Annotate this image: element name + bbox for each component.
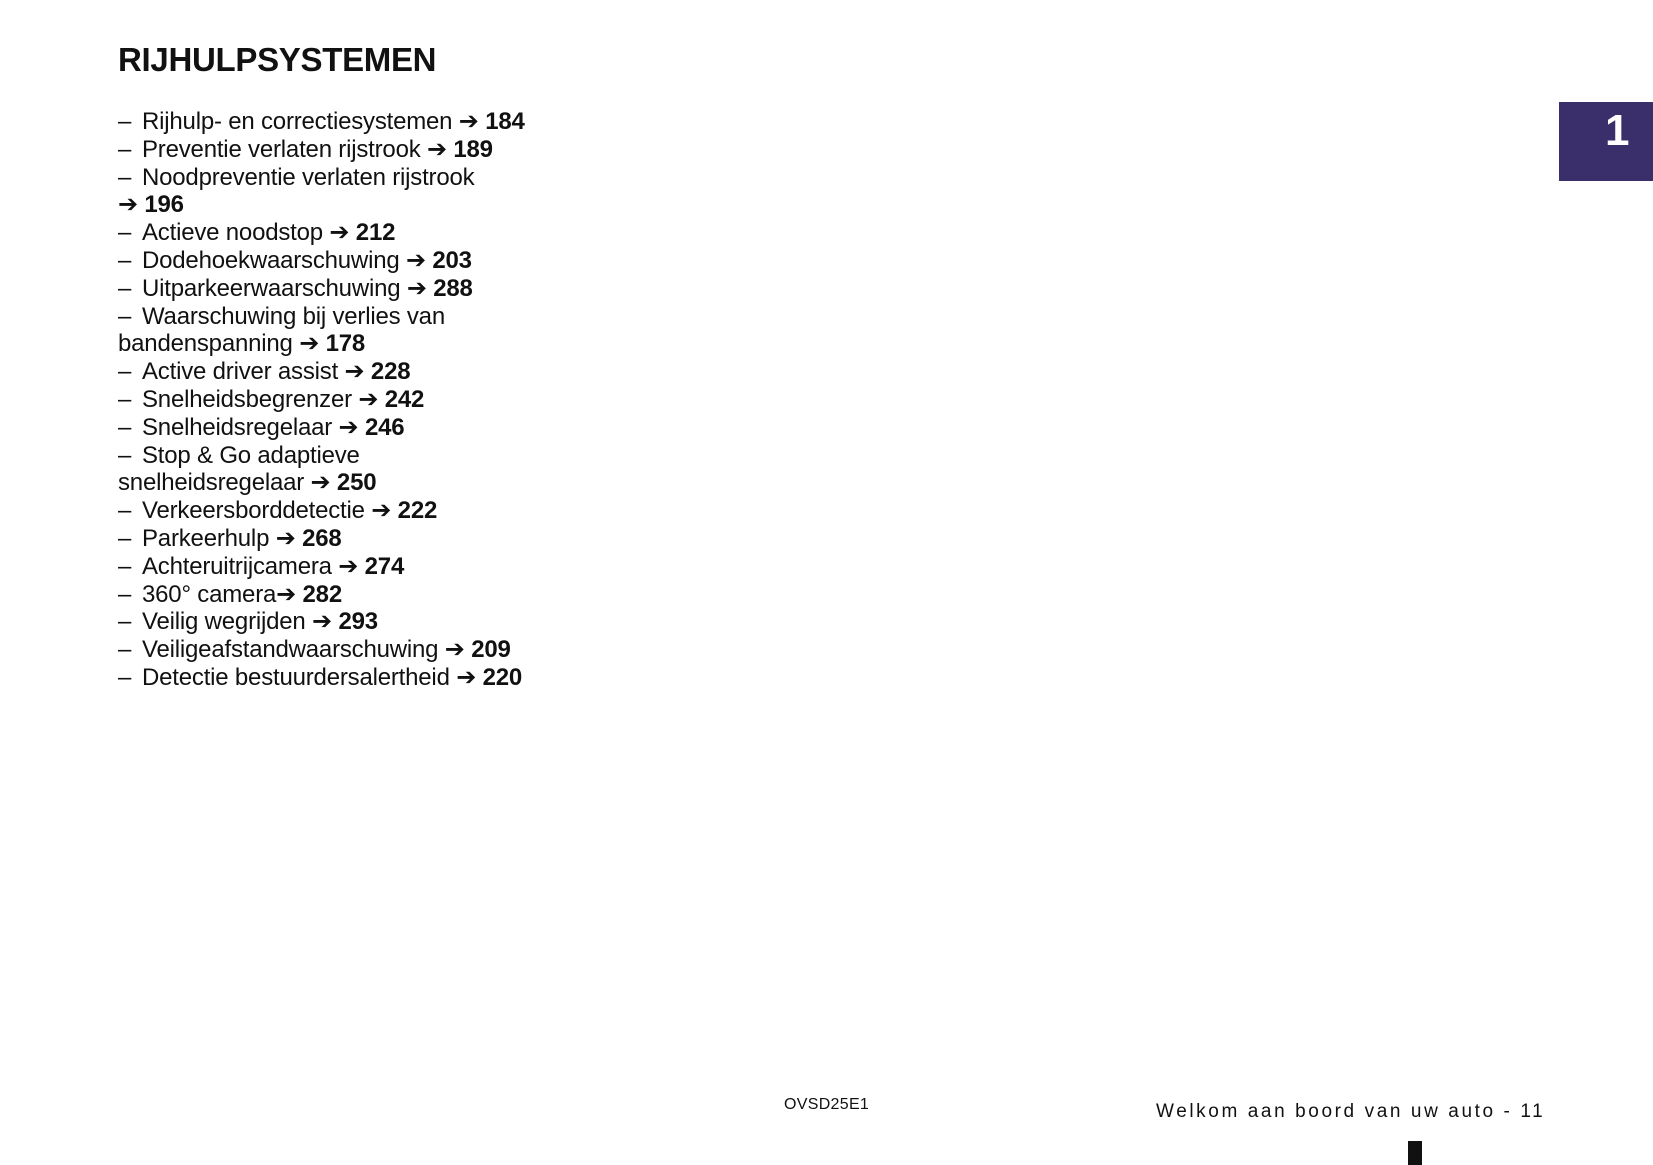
page-reference[interactable]: 293 — [338, 608, 378, 636]
arrow-right-icon: ➔ — [456, 663, 477, 691]
list-dash: – — [118, 580, 132, 608]
page-reference[interactable]: 203 — [432, 246, 472, 274]
list-dash: – — [118, 663, 132, 691]
page-reference[interactable]: 212 — [355, 219, 396, 247]
page-reference[interactable]: 274 — [364, 552, 405, 580]
item-label: Verkeersborddetectie — [142, 497, 372, 525]
page-reference[interactable]: 220 — [482, 663, 523, 691]
arrow-right-icon: ➔ — [275, 524, 296, 552]
chapter-number: 1 — [1605, 106, 1630, 155]
page-reference[interactable]: 250 — [336, 469, 377, 497]
document-code: OVSD25E1 — [784, 1096, 870, 1113]
item-label: Veilig wegrijden — [142, 608, 313, 636]
list-item — [118, 358, 525, 386]
page-reference[interactable]: 222 — [397, 497, 438, 525]
chapter-tab — [1559, 102, 1653, 181]
list-dash: – — [118, 163, 132, 191]
cross-reference-list — [118, 108, 525, 692]
list-dash: – — [118, 524, 132, 552]
page-reference[interactable]: 288 — [433, 274, 473, 302]
item-label: Active driver assist — [142, 358, 345, 386]
list-item — [118, 164, 525, 192]
item-label: Parkeerhulp — [142, 524, 276, 552]
list-item — [118, 497, 525, 525]
list-dash: – — [118, 302, 132, 330]
page-reference[interactable]: 268 — [302, 524, 342, 552]
arrow-right-icon: ➔ — [299, 330, 320, 358]
list-dash: – — [118, 219, 132, 247]
arrow-right-icon: ➔ — [371, 497, 392, 525]
item-label: Waarschuwing bij verlies van — [142, 302, 445, 330]
item-label: Veiligeafstandwaarschuwing — [142, 636, 445, 664]
list-item — [118, 414, 525, 442]
list-item — [118, 608, 525, 636]
item-label: snelheidsregelaar — [118, 469, 311, 497]
item-label: Snelheidsbegrenzer — [142, 385, 359, 413]
page-reference[interactable]: 196 — [144, 191, 184, 219]
arrow-right-icon: ➔ — [310, 469, 331, 497]
list-item — [118, 525, 525, 553]
page-reference[interactable]: 228 — [370, 358, 411, 386]
list-dash: – — [118, 636, 132, 664]
arrow-right-icon: ➔ — [405, 246, 426, 274]
item-label: Preventie verlaten rijstrook — [142, 135, 427, 163]
list-item — [118, 275, 525, 303]
list-item — [118, 636, 525, 664]
page-reference[interactable]: 184 — [485, 108, 525, 135]
list-dash: – — [118, 413, 132, 441]
item-label: 360° camera — [142, 580, 277, 608]
page-reference[interactable]: 246 — [364, 413, 405, 441]
list-dash: – — [118, 608, 132, 636]
item-label: bandenspanning — [118, 330, 300, 358]
arrow-right-icon: ➔ — [406, 274, 427, 302]
list-dash: – — [118, 358, 132, 386]
list-item — [118, 108, 525, 136]
list-dash: – — [118, 274, 132, 302]
list-dash: – — [118, 135, 132, 163]
arrow-right-icon: ➔ — [276, 580, 297, 608]
item-label: Detectie bestuurdersalertheid — [142, 663, 457, 691]
list-item — [118, 136, 525, 164]
page-marker — [1408, 1141, 1422, 1165]
item-label: Uitparkeerwaarschuwing — [142, 274, 407, 302]
arrow-right-icon: ➔ — [458, 108, 479, 135]
page-reference[interactable]: 242 — [384, 385, 425, 413]
list-dash: – — [118, 441, 132, 469]
list-item — [118, 664, 525, 692]
item-label: Snelheidsregelaar — [142, 413, 339, 441]
arrow-right-icon: ➔ — [329, 219, 350, 247]
item-label: Noodpreventie verlaten rijstrook — [142, 163, 475, 191]
page-reference[interactable]: 189 — [453, 135, 493, 163]
item-label: Actieve noodstop — [142, 219, 330, 247]
page-reference[interactable]: 282 — [302, 580, 342, 608]
arrow-right-icon: ➔ — [338, 552, 359, 580]
list-dash: – — [118, 552, 132, 580]
arrow-right-icon: ➔ — [344, 358, 365, 386]
running-footer: Welkom aan boord van uw auto - 11 — [1156, 1101, 1546, 1122]
arrow-right-icon: ➔ — [312, 608, 332, 636]
page-reference[interactable]: 209 — [471, 636, 511, 664]
arrow-right-icon: ➔ — [118, 191, 138, 219]
list-item — [118, 330, 525, 358]
list-item — [118, 386, 525, 414]
list-item — [118, 191, 525, 219]
item-label: Stop & Go adaptieve — [142, 441, 360, 469]
list-item — [118, 442, 525, 470]
list-item — [118, 553, 525, 581]
arrow-right-icon: ➔ — [444, 636, 465, 664]
list-item — [118, 219, 525, 247]
list-item — [118, 469, 525, 497]
item-label: Achteruitrijcamera — [142, 552, 339, 580]
list-dash: – — [118, 385, 132, 413]
page-title: RIJHULPSYSTEMEN — [118, 41, 437, 78]
list-dash: – — [118, 108, 132, 135]
page-reference[interactable]: 178 — [325, 330, 366, 358]
arrow-right-icon: ➔ — [427, 135, 447, 163]
item-label: Dodehoekwaarschuwing — [142, 246, 406, 274]
arrow-right-icon: ➔ — [358, 385, 379, 413]
list-dash: – — [118, 497, 132, 525]
list-item — [118, 247, 525, 275]
list-item — [118, 581, 525, 609]
list-item — [118, 303, 525, 331]
arrow-right-icon: ➔ — [338, 413, 359, 441]
list-dash: – — [118, 246, 132, 274]
item-label: Rijhulp- en correctiesystemen — [142, 108, 459, 135]
